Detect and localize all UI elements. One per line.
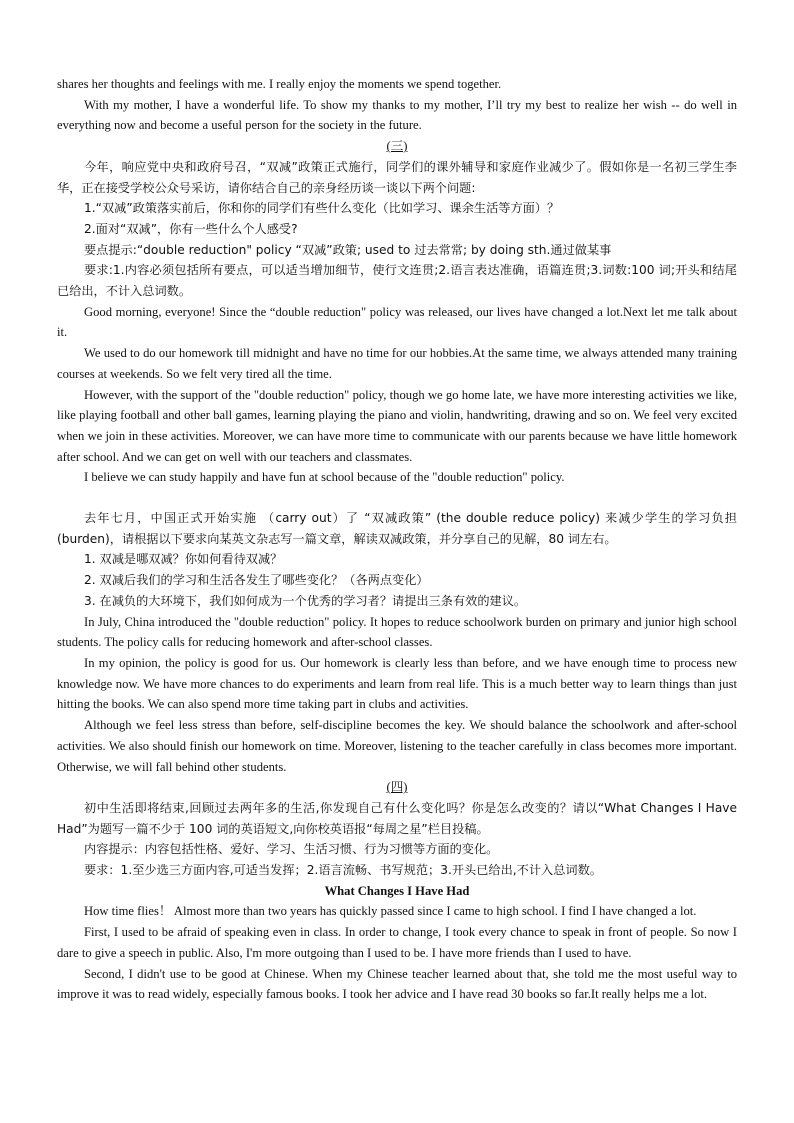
essay-paragraph: With my mother, I have a wonderful life. To show my thanks to my mother, I’ll try my best to realize her wish -- do well in everything now and become a useful person for the society in the future. — [57, 97, 737, 133]
question-1: 1.“双减”政策落实前后，你和你的同学们有些什么变化（比如学习、课余生活等方面）？ — [84, 201, 560, 216]
essay-paragraph: However, with the support of the "double reduction" policy, though we go home late, we have more interesting activities we like, like playing football and other ball games, learning playing the piano and violin, handwriting, drawing and so on. We feel very excited when we join in these activities. Moreover, we can have more time to communicate with our parents because we have little homework after school. And we can get on well with our teachers and classmates. — [57, 387, 737, 464]
section-heading-3: (三) — [386, 139, 408, 154]
key-hints: 要点提示:“double reduction" policy “双减”政策; used to 过去常常; by doing sth.通过做某事 — [84, 242, 612, 257]
essay-paragraph: Second, I didn't use to be good at Chinese. When my Chinese teacher learned about that, she told me the most useful way to improve it was to read widely, especially famous books. I took her advice and I have read 30 books so far.It really helps me a lot. — [57, 966, 737, 1002]
essay-paragraph: Although we feel less stress than before, self-discipline becomes the key. We should balance the schoolwork and after-school activities. We also should finish our homework on time. Moreover, listening to the teacher carefully in class becomes more important. Otherwise, we will fall behind other students. — [57, 718, 737, 774]
section-heading-4: (四) — [386, 780, 408, 795]
essay-title: What Changes I Have Had — [324, 883, 470, 898]
essay-paragraph: We used to do our homework till midnight and have no time for our hobbies.At the same time, we always attended many training courses at weekends. So we felt very tired all the time. — [57, 346, 737, 381]
essay-paragraph: I believe we can study happily and have fun at school because of the "double reduction" policy. — [84, 470, 565, 485]
document-page — [57, 74, 737, 1005]
question-1: 1. 双减是哪双减？你如何看待双减？ — [84, 552, 283, 567]
essay-paragraph: In my opinion, the policy is good for us. Our homework is clearly less than before, and we have enough time to process new knowledge now. We have more chances to do experiments and learn from real life. This is a much better way to learn things than just hitting the books. We can also spend more time taking part in clubs and activities. — [57, 655, 737, 712]
requirements: 要求：1.至少选三方面内容,可适当发挥；2.语言流畅、书写规范；3.开头已给出,不计入总词数。 — [84, 863, 602, 878]
question-3: 3. 在减负的大环境下，我们如何成为一个优秀的学习者？请提出三条有效的建议。 — [84, 593, 527, 608]
essay-paragraph: Good morning, everyone! Since the “double reduction" policy was released, our lives have changed a lot.Next let me talk about it. — [57, 304, 737, 340]
essay-paragraph: How time flies！ Almost more than two years has quickly passed since I came to high school. I find I have changed a lot. — [84, 904, 697, 919]
essay-paragraph: In July, China introduced the "double reduction" policy. It hopes to reduce schoolwork burden on primary and junior high school students. The policy calls for reducing homework and after-school classes. — [57, 614, 737, 650]
essay-paragraph: shares her thoughts and feelings with me. I really enjoy the moments we spend together. — [57, 77, 502, 91]
essay-paragraph: First, I used to be afraid of speaking even in class. In order to change, I took every chance to speak in front of people. So now I dare to give a speech in public. Also, I'm more outgoing than I used to be. I have more friends than I used to have. — [57, 925, 737, 960]
requirements: 要求:1.内容必须包括所有要点，可以适当增加细节，使行文连贯;2.语言表达准确，语篇连贯;3.词数:100 词;开头和结尾已给出，不计入总词数。 — [57, 263, 737, 299]
question-2: 2.面对“双减”，你有一些什么个人感受? — [84, 221, 298, 236]
task-prompt: 今年，响应党中央和政府号召，“双减”政策正式施行，同学们的课外辅导和家庭作业减少了。假如你是一名初三学生李华，正在接受学校公众号采访，请你结合自己的亲身经历谈一谈以下两个问题: — [57, 159, 737, 195]
spacer — [57, 488, 737, 508]
question-2: 2. 双减后我们的学习和生活各发生了哪些变化？（各两点变化） — [84, 573, 429, 588]
content-hints: 内容提示：内容包括性格、爱好、学习、生活习惯、行为习惯等方面的变化。 — [84, 842, 499, 857]
task-prompt: 初中生活即将结束,回顾过去两年多的生活,你发现自己有什么变化吗？你是怎么改变的？请以“What Changes I Have Had”为题写一篇不少于 100 词的英语短文,向你校英语报“每周之星”栏目投稿。 — [57, 800, 737, 836]
task-prompt: 去年七月，中国正式开始实施 （carry out）了 “双减政策” (the double reduce policy) 来减少学生的学习负担 (burden)，请根据以下要求向某英文杂志写一篇文章，解读双减政策，并分享自己的见解，80 词左右。 — [57, 511, 737, 546]
